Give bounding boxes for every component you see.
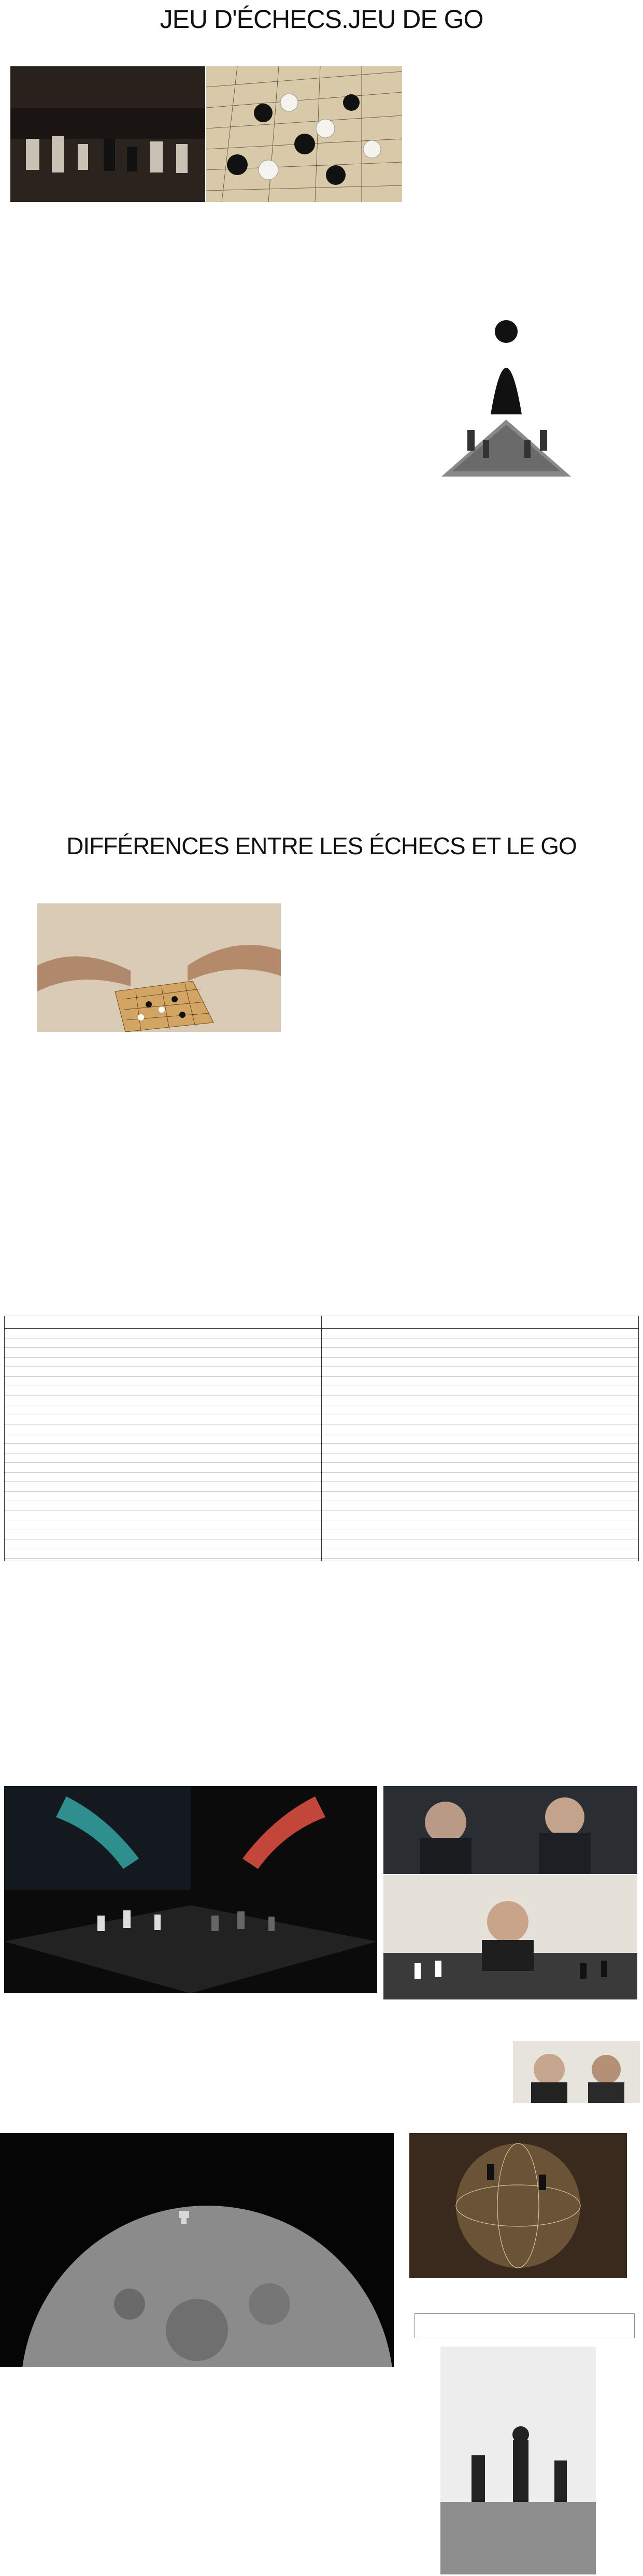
chess-table-row (5, 1539, 321, 1549)
header-quote (67, 38, 430, 64)
chess-pyramid-image (431, 290, 581, 482)
moon-surface-image (0, 2133, 394, 2367)
side-red-quote (513, 2025, 642, 2041)
chess-table-row (5, 1424, 321, 1434)
intro-article (10, 205, 404, 816)
chess-player-poster-image (383, 1875, 637, 1999)
go-table-row (322, 1530, 638, 1540)
psychology-quote (5, 864, 399, 905)
center-quote (0, 1046, 404, 1103)
chess-table-row (5, 1473, 321, 1483)
go-table-row (322, 1511, 638, 1521)
go-table-row (322, 1434, 638, 1444)
chess-table-row (5, 1405, 321, 1415)
go-table-row (322, 1377, 638, 1387)
go-table-row (322, 1482, 638, 1492)
putin-chess-image (383, 1786, 637, 1874)
chess-column (5, 1316, 322, 1561)
table-footnote (4, 1563, 639, 1582)
bottom-chess-image (440, 2347, 596, 2574)
chess-table-row (5, 1396, 321, 1406)
chess-table-row (5, 1348, 321, 1358)
chess-table-row (5, 1415, 321, 1425)
go-column-header (322, 1316, 638, 1329)
chess-table-row (5, 1444, 321, 1454)
go-table-row (322, 1520, 638, 1530)
chess-table-row (5, 1520, 321, 1530)
comparison-table (4, 1316, 639, 1561)
globe-chess-image (409, 2133, 627, 2278)
gagne-caption (513, 2103, 640, 2124)
go-table-row (322, 1386, 638, 1396)
gagne-image (513, 2041, 640, 2103)
go-table-row (322, 1539, 638, 1549)
go-table-row (322, 1329, 638, 1339)
chess-table-row (5, 1549, 321, 1559)
chess-table-row (5, 1530, 321, 1540)
chess-table-row (5, 1434, 321, 1444)
chess-table-row (5, 1386, 321, 1396)
go-table-row (322, 1424, 638, 1434)
go-table-row (322, 1348, 638, 1358)
go-table-row (322, 1339, 638, 1348)
apollo-article (5, 2374, 409, 2571)
planet-quote (409, 2278, 637, 2307)
go-table-row (322, 1492, 638, 1502)
planet-caption-box (415, 2313, 635, 2338)
go-table-row (322, 1367, 638, 1377)
chess-table-row (5, 1367, 321, 1377)
go-table-row (322, 1405, 638, 1415)
chess-table-row (5, 1329, 321, 1339)
chess-table-row (5, 1492, 321, 1502)
chess-table-row (5, 1377, 321, 1387)
go-table-row (322, 1501, 638, 1511)
go-board-image (206, 66, 402, 202)
chess-table-row (5, 1463, 321, 1473)
go-table-row (322, 1549, 638, 1559)
chessboard-hall-image (10, 66, 205, 202)
chess-table-row (5, 1511, 321, 1521)
chess-table-row (5, 1501, 321, 1511)
putin-caption (383, 2001, 637, 2021)
chess-table-row (5, 1454, 321, 1463)
go-table-row (322, 1358, 638, 1368)
go-table-row (322, 1473, 638, 1483)
chess-table-row (5, 1482, 321, 1492)
section-title-differences: DIFFÉRENCES ENTRE LES ÉCHECS ET LE GO (66, 832, 577, 859)
hands-chess-image (4, 1786, 377, 1993)
go-table-row (322, 1444, 638, 1454)
page-title: JEU D'ÉCHECS.JEU DE GO (160, 5, 483, 34)
chess-column-header (5, 1316, 321, 1329)
go-column (322, 1316, 638, 1561)
differences-article (5, 1114, 404, 1311)
go-table-row (322, 1454, 638, 1463)
creation-of-adam-go-image (37, 903, 281, 1032)
image-caption-adam (37, 1033, 281, 1043)
go-table-row (322, 1463, 638, 1473)
go-table-row (322, 1396, 638, 1406)
chess-table-row (5, 1339, 321, 1348)
chess-table-row (5, 1358, 321, 1368)
go-table-row (322, 1415, 638, 1425)
